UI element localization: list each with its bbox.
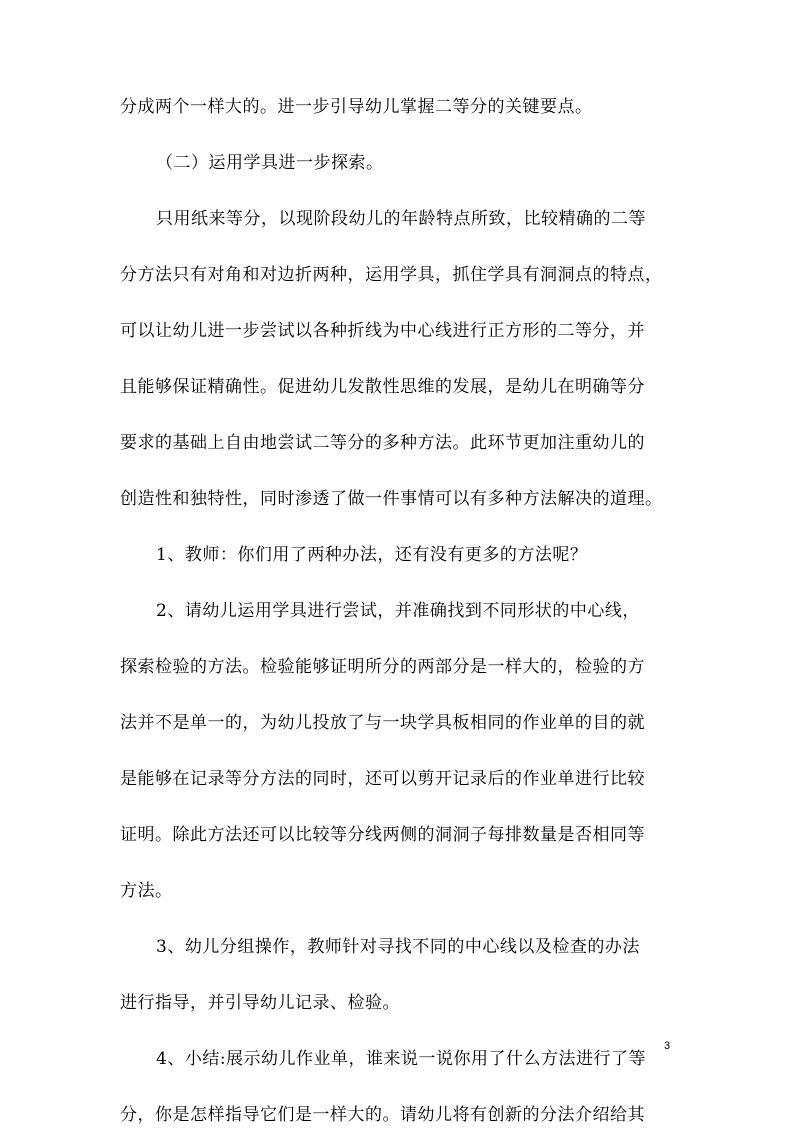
text-line: 分方法只有对角和对边折两种，运用学具，抓住学具有洞洞点的特点， bbox=[120, 265, 663, 285]
text-line: 证明。除此方法还可以比较等分线两侧的洞洞子每排数量是否相同等 bbox=[120, 825, 645, 845]
text-line: 探索检验的方法。检验能够证明所分的两部分是一样大的，检验的方 bbox=[120, 657, 645, 677]
list-item-1: 1、教师：你们用了两种办法，还有没有更多的方法呢？ bbox=[156, 545, 588, 565]
text-line: 分，你是怎样指导它们是一样大的。请幼儿将有创新的分法介绍给其 bbox=[120, 1105, 645, 1125]
text-line: 分成两个一样大的。进一步引导幼儿掌握二等分的关键要点。 bbox=[120, 97, 593, 117]
list-item-2: 2、请幼儿运用学具进行尝试，并准确找到不同形状的中心线， bbox=[156, 601, 640, 621]
page-number: 3 bbox=[664, 1040, 671, 1052]
text-line: 且能够保证精确性。促进幼儿发散性思维的发展，是幼儿在明确等分 bbox=[120, 377, 645, 397]
section-heading: （二）运用学具进一步探索。 bbox=[156, 153, 384, 173]
text-line: 是能够在记录等分方法的同时，还可以剪开记录后的作业单进行比较 bbox=[120, 769, 645, 789]
text-line: 只用纸来等分，以现阶段幼儿的年龄特点所致，比较精确的二等 bbox=[156, 209, 646, 229]
document-body bbox=[120, 86, 680, 1136]
list-item-4: 4、小结:展示幼儿作业单，谁来说一说你用了什么方法进行了等 bbox=[156, 1049, 647, 1069]
text-line: 进行指导，并引导幼儿记录、检验。 bbox=[120, 993, 400, 1013]
text-line: 创造性和独特性，同时渗透了做一件事情可以有多种方法解决的道理。 bbox=[120, 489, 663, 509]
text-line: 要求的基础上自由地尝试二等分的多种方法。此环节更加注重幼儿的 bbox=[120, 433, 645, 453]
text-line: 法并不是单一的，为幼儿投放了与一块学具板相同的作业单的目的就 bbox=[120, 713, 645, 733]
text-line: 可以让幼儿进一步尝试以各种折线为中心线进行正方形的二等分，并 bbox=[120, 321, 645, 341]
list-item-3: 3、幼儿分组操作，教师针对寻找不同的中心线以及检查的办法 bbox=[156, 937, 640, 957]
text-line: 方法。 bbox=[120, 881, 173, 901]
